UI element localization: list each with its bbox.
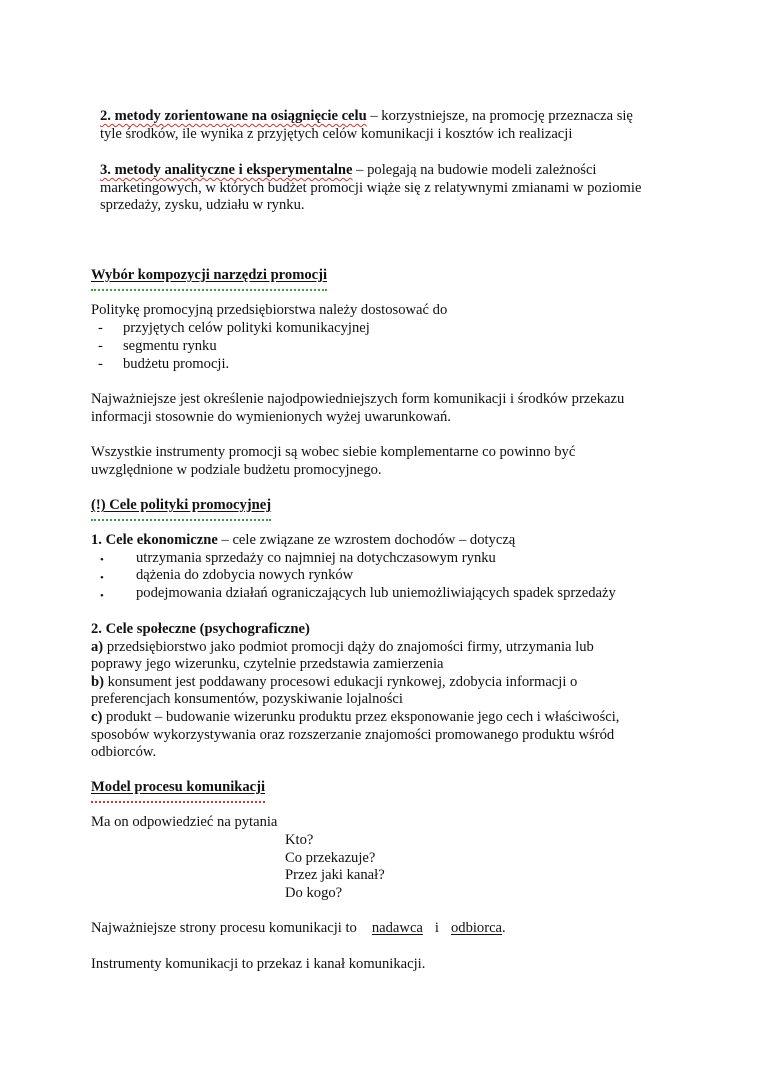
social-goal-a-line-2: poprawy jego wizerunku, czytelnie przedstawia zamierzenia [91,656,444,672]
method-2-line-2: tyle środków, ile wynika z przyjętych celów komunikacji i kosztów ich realizacji [100,126,573,142]
bullet-icon: • [100,572,104,584]
question: Kto? [285,832,314,848]
instruments-line: Instrumenty komunikacji to przekaz i kanał komunikacji. [91,956,426,972]
social-goal-c-line-2: sposobów wykorzystywania oraz rozszerzanie znajomości promowanego produktu wśród [91,727,615,743]
method-3-line-3: sprzedaży, zysku, udziału w rynku. [100,197,305,213]
goals-heading: (!) Cele polityki promocyjnej [91,497,271,515]
composition-intro: Politykę promocyjną przedsiębiorstwa należy dostosować do [91,302,448,318]
composition-para-2-line-2: uwzględnione w podziale budżetu promocyjnego. [91,462,382,478]
list-dash: - [98,338,103,354]
social-goal-c-line-3: odbiorców. [91,744,157,760]
spellcheck-underline [91,516,271,521]
composition-para-1-line-2: informacji stosownie do wymienionych wyżej uwarunkowań. [91,409,451,425]
question: Co przekazuje? [285,850,376,866]
bullet-icon: • [100,554,104,566]
spellcheck-underline [91,286,327,291]
economic-goals-title: 1. Cele ekonomiczne [91,532,218,548]
economic-item: podejmowania działań ograniczających lub uniemożliwiających spadek sprzedaży [136,585,616,601]
social-goal-b-line-2: preferencjach konsumentów, pozyskiwanie lojalności [91,691,403,707]
social-goals-title: 2. Cele społeczne (psychograficzne) [91,621,310,637]
bullet-icon: • [100,590,104,602]
composition-heading: Wybór kompozycji narzędzi promocji [91,267,327,285]
method-2-line-1: 2. metody zorientowane na osiągnięcie celu – korzystniejsze, na promocję przeznacza się [100,108,633,124]
composition-item: segmentu rynku [123,338,217,354]
model-heading: Model procesu komunikacji [91,779,265,797]
list-dash: - [98,320,103,336]
composition-item: budżetu promocji. [123,356,230,372]
method-3-line-1: 3. metody analityczne i eksperymentalne – polegają na budowie modeli zależności [100,162,597,178]
question: Do kogo? [285,885,343,901]
economic-goals-line: 1. Cele ekonomiczne – cele związane ze wzrostem dochodów – dotyczą [91,532,516,548]
economic-item: dążenia do zdobycia nowych rynków [136,567,354,583]
spellcheck-underline [91,798,265,803]
social-goal-a-line-1: a) przedsiębiorstwo jako podmiot promocji dąży do znajomości firmy, utrzymania lub [91,639,594,655]
question: Przez jaki kanał? [285,867,385,883]
social-goal-b-line-1: b) konsument jest poddawany procesowi edukacji rynkowej, zdobycia informacji o [91,674,578,690]
composition-item: przyjętych celów polityki komunikacyjnej [123,320,370,336]
model-intro: Ma on odpowiedzieć na pytania [91,814,278,830]
method-3-line-2: marketingowych, w których budżet promocji wiąże się z relatywnymi zmianami w poziomie [100,180,642,196]
composition-para-2-line-1: Wszystkie instrumenty promocji są wobec siebie komplementarne co powinno być [91,444,576,460]
method-2-title: 2. metody zorientowane na osiągnięcie celu [100,108,367,124]
list-dash: - [98,356,103,372]
method-3-title: 3. metody analityczne i eksperymentalne [100,162,353,178]
economic-item: utrzymania sprzedaży co najmniej na dotychczasowym rynku [136,550,496,566]
sender-term: nadawca [371,920,423,936]
social-goal-c-line-1: c) produkt – budowanie wizerunku produktu przez eksponowanie jego cech i właściwości, [91,709,620,725]
composition-para-1-line-1: Najważniejsze jest określenie najodpowiedniejszych form komunikacji i środków przekazu [91,391,625,407]
receiver-term: odbiorca [450,920,503,936]
communication-sides-line: Najważniejsze strony procesu komunikacji to nadawca i odbiorca. [91,920,506,936]
